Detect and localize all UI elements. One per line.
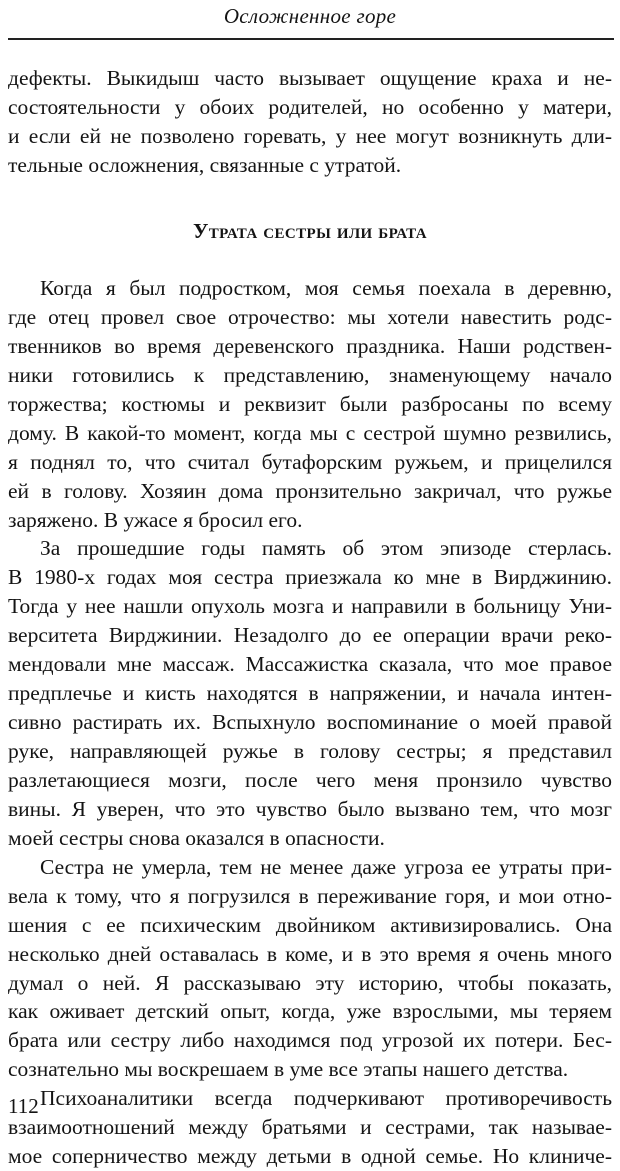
text-line: торжества; костюмы и реквизит были разбросаны по всему <box>8 391 612 416</box>
text-line: За прошедшие годы память об этом эпизоде стерлась. <box>40 536 612 561</box>
text-line: заряжено. В ужасе я бросил его. <box>8 507 303 532</box>
text-line: где отец провел свое отрочество: мы хотели навестить родс- <box>8 304 612 329</box>
text-line: тельные осложнения, связанные с утратой. <box>8 152 402 177</box>
text-line: вела к тому, что я погрузился в переживание горя, и мои отно- <box>8 883 612 908</box>
text-line: предплечье и кисть находятся в напряжении, и начала интен- <box>8 681 612 706</box>
text-line: ники готовились к представлению, знаменующему начало <box>8 362 612 387</box>
intro-paragraph <box>8 64 612 180</box>
body-text <box>8 274 612 1171</box>
running-head: Осложненное горе <box>223 4 397 28</box>
text-line: руке, направляющей ружье в голову сестры; я представил <box>8 739 612 763</box>
text-line: сознательно мы воскрешаем в уме все этапы нашего детства. <box>8 1057 569 1082</box>
text-line: Тогда у нее нашли опухоль мозга и направили в больницу Уни- <box>8 594 612 619</box>
text-line: дефекты. Выкидыш часто вызывает ощущение краха и не- <box>8 66 612 90</box>
page-number: 112 <box>8 1094 39 1118</box>
text-line: как оживает детский опыт, когда, уже взрослыми, мы теряем <box>8 999 612 1024</box>
text-line: шения с ее психическим двойником активизировались. Она <box>8 912 612 937</box>
text-line: верситета Вирджинии. Незадолго до ее операции врачи реко- <box>8 623 612 648</box>
text-line: вины. Я уверен, что это чувство было вызвано тем, что мозг <box>8 796 612 821</box>
text-line: я поднял то, что считал бутафорским ружьем, и прицелился <box>8 449 612 474</box>
text-line: разлетающиеся мозги, после чего меня пронзило чувство <box>8 767 612 792</box>
text-line: сивно растирать их. Вспыхнуло воспоминание о моей правой <box>8 710 612 735</box>
text-line: думал о ней. Я рассказываю эту историю, чтобы показать, <box>8 970 612 995</box>
header-rule <box>8 38 614 40</box>
text-line: Психоаналитики всегда подчеркивают противоречивость <box>40 1086 612 1111</box>
text-line: моей сестры снова оказался в опасности. <box>8 825 385 850</box>
text-line: ей в голову. Хозяин дома пронзительно закричал, что ружье <box>8 478 612 503</box>
text-line: Когда я был подростком, моя семья поехала в деревню, <box>40 276 612 300</box>
text-line: дому. В какой-то момент, когда мы с сестрой шумно резвились, <box>8 420 612 445</box>
text-line: и если ей не позволено горевать, у нее могут возникнуть дли- <box>8 123 612 148</box>
text-line: В 1980-х годах моя сестра приезжала ко мне в Вирджинию. <box>8 565 612 590</box>
text-line: брата или сестру либо находимся под угрозой их потери. Бес- <box>8 1028 612 1053</box>
text-line: Сестра не умерла, тем не менее даже угроза ее утраты при- <box>40 854 612 879</box>
text-line: мендовали мне массаж. Массажистка сказала, что мое правое <box>8 652 612 677</box>
text-line: взаимоотношений между братьями и сестрами, так называе- <box>8 1115 612 1140</box>
text-line: мое соперничество между детьми в одной семье. Но клиниче- <box>8 1144 612 1169</box>
text-line: несколько дней оставалась в коме, и в это время я очень много <box>8 941 612 966</box>
text-line: состоятельности у обоих родителей, но особенно у матери, <box>8 94 612 119</box>
section-heading: Утрата сестры или брата <box>192 219 428 243</box>
text-line: твенников во время деревенского праздника. Наши родствен- <box>8 333 612 358</box>
